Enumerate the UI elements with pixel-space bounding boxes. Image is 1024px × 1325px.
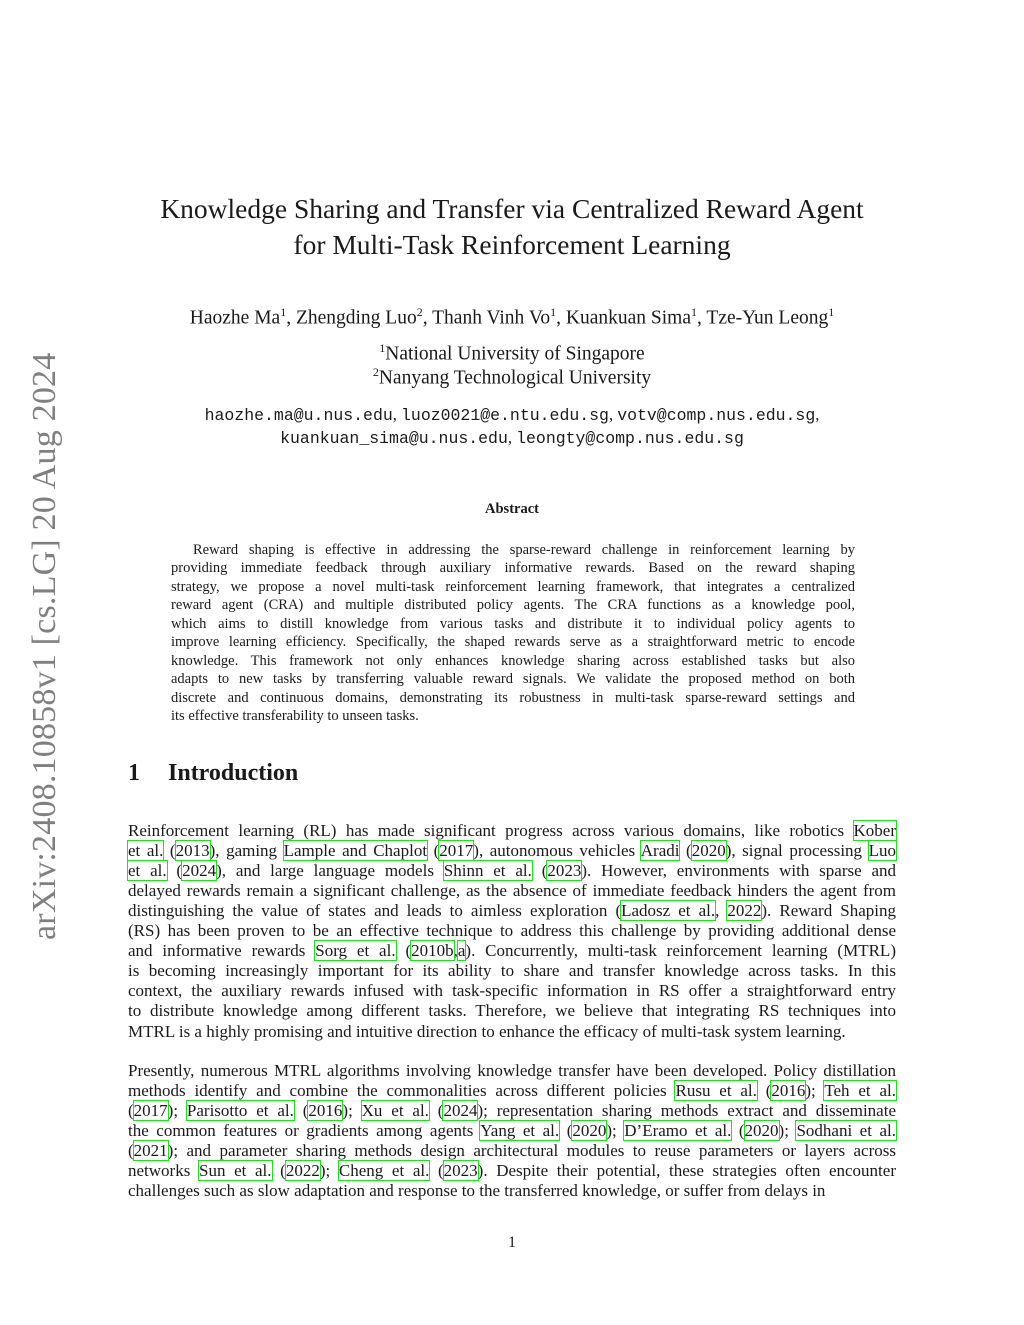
- text-run: );: [805, 1081, 825, 1100]
- text-run: (: [293, 1101, 309, 1120]
- text-run: (: [428, 1101, 444, 1120]
- author-separator: ,: [286, 307, 296, 329]
- citation-link[interactable]: 2022: [285, 1161, 320, 1180]
- affiliation-2: [200, 365, 824, 390]
- citation-link[interactable]: Sodhani et al.: [796, 1121, 896, 1140]
- paragraph-line: [128, 1001, 896, 1021]
- citation-link[interactable]: 2023: [547, 861, 582, 881]
- text-run: (: [531, 861, 548, 881]
- citation-link[interactable]: Cheng et al.: [338, 1161, 430, 1180]
- page-number: 1: [508, 1234, 516, 1251]
- abstract-line: discrete and continuous domains, demonstrating its robustness in multi-task sparse-reward settings and: [171, 689, 855, 706]
- paragraph-line: [128, 961, 896, 981]
- citation-link[interactable]: et al.: [128, 841, 164, 861]
- email-address[interactable]: haozhe.ma@u.nus.edu: [204, 406, 393, 425]
- text-run: networks: [128, 1161, 199, 1180]
- citation-link[interactable]: Kober: [853, 821, 896, 840]
- text-run: to distribute knowledge among different tasks. Therefore, we believe that integrating RS techniques into: [128, 1001, 896, 1021]
- text-run: Presently, numerous MTRL algorithms involving knowledge transfer have been developed. Policy distillation: [128, 1061, 896, 1080]
- email-separator: ,: [815, 405, 820, 424]
- citation-link[interactable]: Shinn et al.: [443, 861, 532, 881]
- citation-link[interactable]: 2017: [133, 1101, 168, 1120]
- abstract-line: adapts to new tasks by transferring valuable reward signals. We validate the proposed method on both: [171, 671, 855, 688]
- section-number: 1: [128, 760, 140, 786]
- citation-link[interactable]: Lample and Chaplot: [283, 841, 428, 861]
- citation-link[interactable]: 2016: [771, 1081, 806, 1100]
- citation-link[interactable]: 2022: [727, 901, 762, 921]
- text-run: ). Concurrently, multi-task reinforcement learning (MTRL): [465, 941, 896, 961]
- paragraph-line: [128, 861, 896, 881]
- text-run: (: [395, 941, 412, 961]
- abstract-line: knowledge. This framework not only enhances knowledge sharing across established tasks but also: [171, 652, 855, 669]
- citation-link[interactable]: D’Eramo et al.: [624, 1121, 732, 1140]
- email-line-1: [60, 405, 964, 425]
- abstract-line: providing immediate feedback through auxiliary informative rewards. Based on the reward shaping: [171, 560, 855, 577]
- paragraph-line: [128, 1061, 896, 1081]
- author-separator: ,: [697, 307, 707, 329]
- text-run: );: [319, 1161, 339, 1180]
- abstract-line: which aims to distill knowledge from various tasks and distribute it to individual policy agents to: [171, 615, 855, 632]
- citation-link[interactable]: Sun et al.: [198, 1161, 272, 1180]
- text-run: );: [342, 1101, 362, 1120]
- paragraph-line: [128, 1141, 896, 1161]
- paper-title-line-2: for Multi-Task Reinforcement Learning: [293, 229, 731, 260]
- citation-link[interactable]: 2021: [133, 1141, 168, 1160]
- section-title: Introduction: [168, 760, 299, 786]
- email-address[interactable]: luoz0021@e.ntu.edu.sg: [401, 406, 609, 425]
- text-run: (: [429, 1161, 444, 1180]
- citation-link[interactable]: Aradi: [640, 841, 680, 861]
- author-separator: ,: [556, 307, 566, 329]
- email-line-2: [60, 428, 964, 448]
- citation-link[interactable]: 2020: [691, 841, 726, 861]
- citation-link[interactable]: 2024: [443, 1101, 478, 1120]
- text-run: (: [756, 1081, 772, 1100]
- arxiv-identifier-stamp: arXiv:2408.10858v1 [cs.LG] 20 Aug 2024: [26, 352, 63, 940]
- citation-link[interactable]: 2013: [175, 841, 210, 861]
- section-heading-introduction: [128, 760, 298, 787]
- paragraph-line: [128, 981, 896, 1001]
- citation-link[interactable]: et al.: [128, 861, 167, 881]
- text-run: methods identify and combine the commonalities across different policies: [128, 1081, 676, 1100]
- citation-link[interactable]: Teh et al.: [824, 1081, 897, 1100]
- affiliation-marker: 2: [372, 365, 379, 379]
- email-separator: ,: [608, 405, 618, 424]
- abstract-line: reward agent (CRA) and multiple distributed policy agents. The CRA functions as a knowledge pool,: [171, 597, 855, 614]
- email-separator: ,: [507, 428, 517, 447]
- text-run: (: [731, 1121, 745, 1140]
- citation-link[interactable]: 2010b: [411, 941, 454, 961]
- text-run: distinguishing the value of states and leads to aimless exploration (: [128, 901, 622, 921]
- text-run: ), signal processing: [725, 841, 869, 861]
- email-address[interactable]: votv@comp.nus.edu.sg: [617, 406, 816, 425]
- citation-link[interactable]: 2020: [744, 1121, 779, 1140]
- author-name: Kuankuan Sima: [565, 307, 691, 329]
- text-run: ), gaming: [209, 841, 284, 861]
- paragraph-line: [128, 821, 896, 841]
- text-run: (: [163, 841, 176, 861]
- affiliation-1: [200, 341, 824, 366]
- paper-title-line-1: Knowledge Sharing and Transfer via Centralized Reward Agent: [160, 193, 864, 224]
- abstract-line: its effective transferability to unseen tasks.: [171, 708, 419, 725]
- citation-link[interactable]: Xu et al.: [361, 1101, 429, 1120]
- citation-link[interactable]: 2020: [572, 1121, 607, 1140]
- text-run: (: [427, 841, 440, 861]
- text-run: ). However, environments with sparse and: [581, 861, 897, 881]
- paper-title: [100, 191, 924, 263]
- text-run: (: [166, 861, 183, 881]
- paragraph-line: [128, 1181, 896, 1201]
- paragraph-line: [128, 1161, 896, 1181]
- author-name: Zhengding Luo: [295, 307, 417, 329]
- text-run: and informative rewards: [128, 941, 316, 961]
- text-run: (: [679, 841, 692, 861]
- text-run: the common features or gradients among agents: [128, 1121, 481, 1140]
- paragraph-line: [128, 901, 896, 921]
- text-run: ), autonomous vehicles: [473, 841, 641, 861]
- citation-link[interactable]: a: [457, 941, 466, 961]
- abstract-heading: Abstract: [485, 501, 539, 517]
- text-run: challenges such as slow adaptation and response to the transferred knowledge, or suffer from delays in: [128, 1181, 826, 1200]
- abstract-line: strategy, we propose a novel multi-task reinforcement learning framework, that integrates a centralized: [171, 578, 855, 595]
- email-address[interactable]: kuankuan_sima@u.nus.edu: [280, 429, 508, 448]
- author-affiliation-marker: 1: [828, 305, 835, 319]
- text-run: MTRL is a highly promising and intuitive direction to enhance the efficacy of multi-task system learning.: [128, 1021, 846, 1041]
- citation-link[interactable]: 2016: [308, 1101, 343, 1120]
- text-run: ). Reward Shaping: [761, 901, 896, 921]
- citation-link[interactable]: Yang et al.: [480, 1121, 560, 1140]
- text-run: (RS) has been proven to be an effective technique to address this challenge by providing additional dense: [128, 921, 896, 941]
- citation-link[interactable]: Parisotto et al.: [186, 1101, 294, 1120]
- citation-link[interactable]: 2024: [182, 861, 217, 881]
- text-run: (: [559, 1121, 573, 1140]
- text-run: delayed rewards remain a significant challenge, as the absence of immediate feedback hinders the agent from: [128, 881, 896, 901]
- text-run: (: [271, 1161, 286, 1180]
- text-run: ); representation sharing methods extract and disseminate: [477, 1101, 896, 1120]
- text-run: ); and parameter sharing methods design architectural modules to reuse parameters or layers across: [167, 1141, 896, 1160]
- affiliation-name: Nanyang Technological University: [378, 367, 652, 389]
- author-affiliation-marker: 2: [416, 305, 423, 319]
- affiliation-marker: 1: [379, 341, 386, 355]
- email-address[interactable]: leongty@comp.nus.edu.sg: [516, 429, 744, 448]
- paragraph-line: [128, 881, 896, 901]
- text-run: is becoming increasingly important for its ability to share and transfer knowledge across tasks. In this: [128, 961, 896, 981]
- paragraph-line: [128, 1081, 896, 1101]
- paragraph-line: [128, 921, 896, 941]
- text-run: Reinforcement learning (RL) has made significant progress across various domains, like robotics: [128, 821, 854, 840]
- text-run: context, the auxiliary rewards infused with task-specific information in RS offer a straightforward entry: [128, 981, 896, 1001]
- email-separator: ,: [392, 405, 402, 424]
- author-affiliation-marker: 1: [691, 305, 697, 319]
- text-run: (: [128, 1101, 134, 1120]
- text-run: ,: [715, 901, 728, 921]
- paragraph-line: [128, 1022, 896, 1042]
- abstract-line: improve learning efficiency. Specifically, the shaped rewards serve as a straightforward metric to encode: [171, 634, 855, 651]
- text-run: );: [606, 1121, 625, 1140]
- author-affiliation-marker: 1: [550, 305, 557, 319]
- citation-link[interactable]: 2017: [439, 841, 474, 861]
- text-run: );: [167, 1101, 187, 1120]
- author-name: Thanh Vinh Vo: [432, 307, 551, 329]
- author-name: Tze-Yun Leong: [706, 307, 829, 329]
- text-run: );: [778, 1121, 797, 1140]
- citation-link[interactable]: Ladosz et al.: [621, 901, 716, 921]
- author-list: [60, 305, 964, 330]
- citation-link[interactable]: 2023: [443, 1161, 478, 1180]
- citation-link[interactable]: Luo: [868, 841, 896, 861]
- paragraph-line: [128, 1101, 896, 1121]
- paragraph-line: [128, 1121, 896, 1141]
- text-run: ). Despite their potential, these strategies often encounter: [477, 1161, 896, 1180]
- paragraph-line: [128, 841, 896, 861]
- paragraph-line: [128, 941, 896, 961]
- citation-link[interactable]: Sorg et al.: [315, 941, 396, 961]
- text-run: ), and large language models: [216, 861, 444, 881]
- citation-link[interactable]: Rusu et al.: [675, 1081, 757, 1100]
- affiliation-name: National University of Singapore: [385, 343, 645, 365]
- author-name: Haozhe Ma: [189, 307, 281, 329]
- text-run: ,: [453, 941, 458, 961]
- author-affiliation-marker: 1: [280, 305, 287, 319]
- abstract-line: Reward shaping is effective in addressing the sparse-reward challenge in reinforcement learning by: [193, 542, 855, 558]
- text-run: (: [128, 1141, 134, 1160]
- author-separator: ,: [422, 307, 433, 329]
